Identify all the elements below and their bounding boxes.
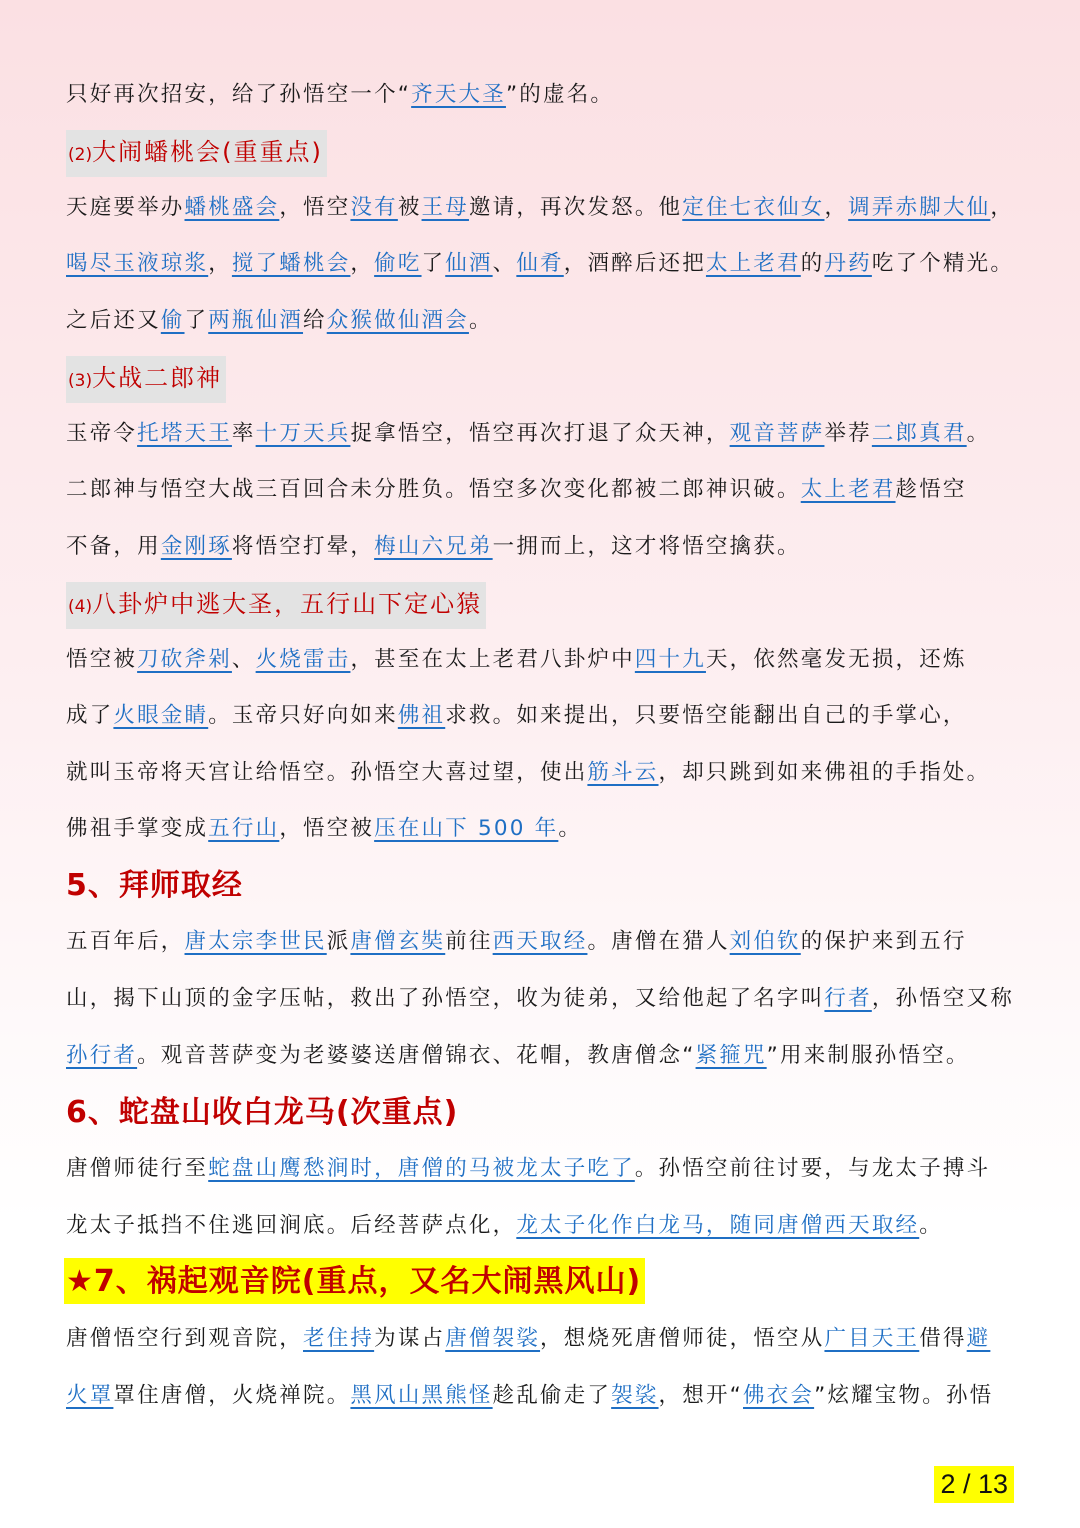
keyword-link[interactable]: 唐僧玄奘 bbox=[350, 929, 446, 954]
keyword-link[interactable]: 调弄赤脚大仙 bbox=[848, 195, 991, 220]
keyword-link[interactable]: 压在山下 500 年 bbox=[374, 816, 559, 841]
keyword-link[interactable]: 太上老君 bbox=[800, 477, 896, 502]
keyword-link[interactable]: 没有 bbox=[350, 195, 398, 220]
keyword-link[interactable]: 火烧雷击 bbox=[255, 647, 351, 672]
subheading-4: (4)八卦炉中逃大圣，五行山下定心猿 bbox=[66, 582, 486, 629]
keyword-link[interactable]: 仙酒 bbox=[445, 251, 493, 276]
keyword-link[interactable]: 太上老君 bbox=[705, 251, 801, 276]
keyword-link[interactable]: 佛衣会 bbox=[743, 1383, 815, 1408]
paragraph-line: 火罩罩住唐僧，火烧禅院。黑风山黑熊怪趁乱偷走了袈裟，想开“佛衣会”炫耀宝物。孙悟 bbox=[66, 1383, 994, 1408]
paragraph-line: 之后还又偷了两瓶仙酒给众猴做仙酒会。 bbox=[66, 308, 493, 333]
keyword-link[interactable]: 行者 bbox=[824, 986, 872, 1011]
section-heading-5: 5、拜师取经 bbox=[66, 868, 243, 903]
keyword-link[interactable]: 西天取经 bbox=[492, 929, 588, 954]
paragraph-line: 天庭要举办蟠桃盛会，悟空没有被王母邀请，再次发怒。他定住七衣仙女，调弄赤脚大仙， bbox=[66, 195, 1015, 220]
paragraph-line: 孙行者。观音菩萨变为老婆婆送唐僧锦衣、花帽，教唐僧念“紧箍咒”用来制服孙悟空。 bbox=[66, 1043, 970, 1068]
keyword-link[interactable]: 筋斗云 bbox=[587, 760, 659, 785]
paragraph-line: 悟空被刀砍斧剁、火烧雷击，甚至在太上老君八卦炉中四十九天，依然毫发无损，还炼 bbox=[66, 647, 967, 672]
paragraph-line: 就叫玉帝将天宫让给悟空。孙悟空大喜过望，使出筋斗云，却只跳到如来佛祖的手指处。 bbox=[66, 760, 991, 785]
section-heading-7-wrap bbox=[66, 1258, 645, 1304]
keyword-link[interactable]: 偷 bbox=[160, 308, 185, 333]
paragraph-line: 成了火眼金睛。玉帝只好向如来佛祖求救。如来提出，只要悟空能翻出自己的手掌心， bbox=[66, 703, 967, 728]
section-heading-7: ★7、祸起观音院(重点，又名大闹黑风山) bbox=[64, 1258, 645, 1304]
section-heading-6: 6、蛇盘山收白龙马(次重点) bbox=[66, 1095, 459, 1130]
keyword-link[interactable]: 佛祖 bbox=[397, 703, 446, 728]
paragraph-line: 五百年后，唐太宗李世民派唐僧玄奘前往西天取经。唐僧在猎人刘伯钦的保护来到五行 bbox=[66, 929, 967, 954]
keyword-link[interactable]: 刘伯钦 bbox=[729, 929, 801, 954]
keyword-link[interactable]: 黑风山黑熊怪 bbox=[350, 1383, 493, 1408]
paragraph-line: 喝尽玉液琼浆，搅了蟠桃会，偷吃了仙酒、仙肴，酒醉后还把太上老君的丹药吃了个精光。 bbox=[66, 251, 1015, 276]
keyword-link[interactable]: 唐僧袈裟 bbox=[445, 1326, 541, 1351]
keyword-link[interactable]: 避 bbox=[966, 1326, 991, 1351]
subheading-3: (3)大战二郎神 bbox=[66, 356, 226, 403]
paragraph-line: 玉帝令托塔天王率十万天兵捉拿悟空，悟空再次打退了众天神，观音菩萨举荐二郎真君。 bbox=[66, 421, 991, 446]
keyword-link[interactable]: 五行山 bbox=[208, 816, 280, 841]
keyword-link[interactable]: 广目天王 bbox=[824, 1326, 920, 1351]
paragraph-line: 只好再次招安，给了孙悟空一个“齐天大圣”的虚名。 bbox=[66, 82, 615, 107]
paragraph-line: 龙太子抵挡不住逃回涧底。后经菩萨点化，龙太子化作白龙马，随同唐僧西天取经。 bbox=[66, 1213, 943, 1238]
keyword-link[interactable]: 托塔天王 bbox=[137, 421, 232, 446]
keyword-link[interactable]: 十万天兵 bbox=[255, 421, 351, 446]
subheading-2: (2)大闹蟠桃会(重重点) bbox=[66, 130, 327, 177]
keyword-link[interactable]: 仙肴 bbox=[516, 251, 564, 276]
paragraph-line: 唐僧师徒行至蛇盘山鹰愁涧时，唐僧的马被龙太子吃了。孙悟空前往讨要，与龙太子搏斗 bbox=[66, 1156, 991, 1181]
keyword-link[interactable]: 孙行者 bbox=[66, 1043, 138, 1068]
page-number-badge: 2 / 13 bbox=[934, 1466, 1014, 1503]
keyword-link[interactable]: 梅山六兄弟 bbox=[374, 534, 493, 559]
paragraph-line: 二郎神与悟空大战三百回合未分胜负。悟空多次变化都被二郎神识破。太上老君趁悟空 bbox=[66, 477, 967, 502]
keyword-link[interactable]: 定住七衣仙女 bbox=[682, 195, 825, 220]
keyword-link[interactable]: 搅了蟠桃会 bbox=[231, 251, 351, 276]
keyword-link[interactable]: 观音菩萨 bbox=[729, 421, 825, 446]
keyword-link[interactable]: 老住持 bbox=[303, 1326, 375, 1351]
keyword-link[interactable]: 二郎真君 bbox=[871, 421, 967, 446]
keyword-link[interactable]: 金刚琢 bbox=[160, 534, 232, 559]
keyword-link[interactable]: 刀砍斧剁 bbox=[137, 647, 232, 672]
keyword-link[interactable]: 唐太宗李世民 bbox=[184, 929, 327, 954]
keyword-link[interactable]: 紧箍咒 bbox=[695, 1043, 767, 1068]
keyword-link[interactable]: 丹药 bbox=[824, 251, 872, 276]
keyword-link[interactable]: 蟠桃盛会 bbox=[184, 195, 280, 220]
paragraph-line: 佛祖手掌变成五行山，悟空被压在山下 500 年。 bbox=[66, 816, 583, 841]
keyword-link[interactable]: 火罩 bbox=[66, 1383, 114, 1408]
keyword-link[interactable]: 袈裟 bbox=[611, 1383, 659, 1408]
paragraph-line: 不备，用金刚琢将悟空打晕，梅山六兄弟一拥而上，这才将悟空擒获。 bbox=[66, 534, 801, 559]
keyword-link[interactable]: 龙太子化作白龙马，随同唐僧西天取经 bbox=[516, 1213, 920, 1238]
keyword-link[interactable]: 偷吃 bbox=[374, 251, 422, 276]
paragraph-line: 山，揭下山顶的金字压帖，救出了孙悟空，收为徒弟，又给他起了名字叫行者，孙悟空又称 bbox=[66, 986, 1015, 1011]
keyword-link[interactable]: 齐天大圣 bbox=[411, 82, 506, 107]
keyword-link[interactable]: 蛇盘山鹰愁涧时，唐僧的马被龙太子吃了 bbox=[208, 1156, 635, 1181]
keyword-link[interactable]: 四十九 bbox=[634, 647, 706, 672]
keyword-link[interactable]: 火眼金睛 bbox=[113, 703, 209, 728]
keyword-link[interactable]: 王母 bbox=[421, 195, 469, 220]
paragraph-line: 唐僧悟空行到观音院，老住持为谋占唐僧袈裟，想烧死唐僧师徒，悟空从广目天王借得避 bbox=[66, 1326, 991, 1351]
keyword-link[interactable]: 两瓶仙酒 bbox=[208, 308, 304, 333]
keyword-link[interactable]: 喝尽玉液琼浆 bbox=[66, 251, 209, 276]
keyword-link[interactable]: 众猴做仙酒会 bbox=[326, 308, 469, 333]
